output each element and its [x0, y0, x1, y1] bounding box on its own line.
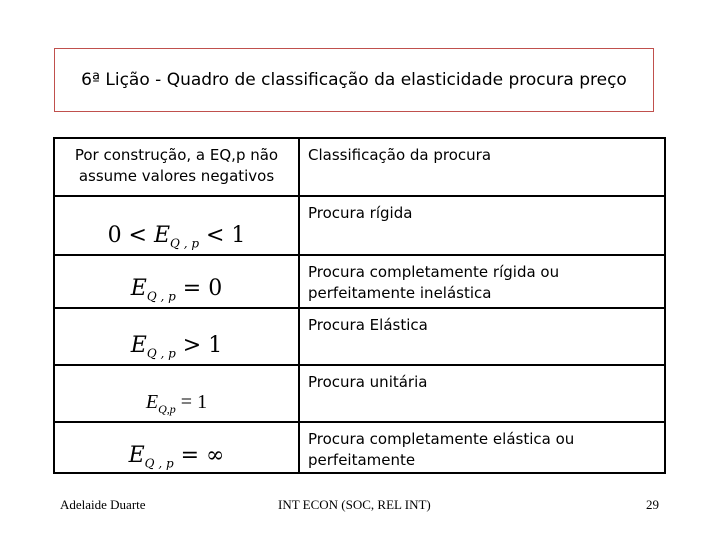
formula-suffix: > 1: [175, 332, 223, 358]
footer-course: INT ECON (SOC, REL INT): [278, 497, 431, 512]
formula-symbol: E: [128, 442, 145, 468]
footer-author: Adelaide Duarte: [60, 497, 146, 512]
elasticity-table: [53, 137, 666, 474]
table-header-row: [55, 139, 664, 195]
formula-prefix: 0 <: [107, 222, 154, 248]
header-left-cell: [55, 139, 298, 195]
classification-cell: [298, 256, 664, 307]
header-right-cell: [298, 139, 664, 195]
formula-suffix: = 0: [175, 275, 223, 301]
formula-subscript: Q , p: [144, 456, 174, 470]
table-row: [55, 254, 664, 307]
classification-cell: [298, 309, 664, 364]
page-number: 29: [646, 497, 659, 512]
formula-subscript: Q,p: [158, 402, 176, 416]
formula: [55, 276, 298, 303]
formula: [55, 443, 298, 470]
classification-text: Procura unitária: [308, 373, 428, 391]
classification-text: Procura completamente rígida ou perfeitamente inelástica: [308, 263, 560, 302]
table-row: [55, 195, 664, 254]
slide-title: [54, 48, 654, 112]
formula-symbol: E: [145, 391, 159, 413]
formula-symbol: E: [153, 222, 171, 248]
formula-suffix: = ∞: [173, 442, 225, 468]
classification-text: Procura completamente elástica ou perfeitamente: [308, 430, 575, 469]
classification-cell: [298, 366, 664, 421]
formula-subscript: Q , p: [146, 346, 176, 360]
formula: [55, 391, 298, 417]
header-left-text: Por construção, a EQ,p não assume valores negativos: [74, 146, 279, 185]
classification-text: Procura Elástica: [308, 316, 428, 334]
formula-subscript: Q , p: [146, 289, 176, 303]
formula-cell: [55, 366, 298, 421]
table-row: [55, 421, 664, 474]
formula-cell: [55, 309, 298, 364]
formula-suffix: = 1: [175, 391, 208, 413]
formula-cell: [55, 197, 298, 254]
formula: [55, 333, 298, 360]
table-row: [55, 364, 664, 421]
formula-cell: [55, 423, 298, 474]
formula-subscript: Q , p: [170, 236, 200, 250]
slide-title-text: 6ª Lição - Quadro de classificação da elasticidade procura preço: [81, 70, 627, 90]
header-right-text: Classificação da procura: [308, 146, 492, 164]
formula-symbol: E: [130, 332, 147, 358]
formula: [55, 223, 298, 250]
table-row: [55, 307, 664, 364]
classification-cell: [298, 197, 664, 254]
formula-symbol: E: [130, 275, 147, 301]
formula-cell: [55, 256, 298, 307]
classification-text: Procura rígida: [308, 204, 413, 222]
classification-cell: [298, 423, 664, 474]
formula-suffix: < 1: [199, 222, 246, 248]
